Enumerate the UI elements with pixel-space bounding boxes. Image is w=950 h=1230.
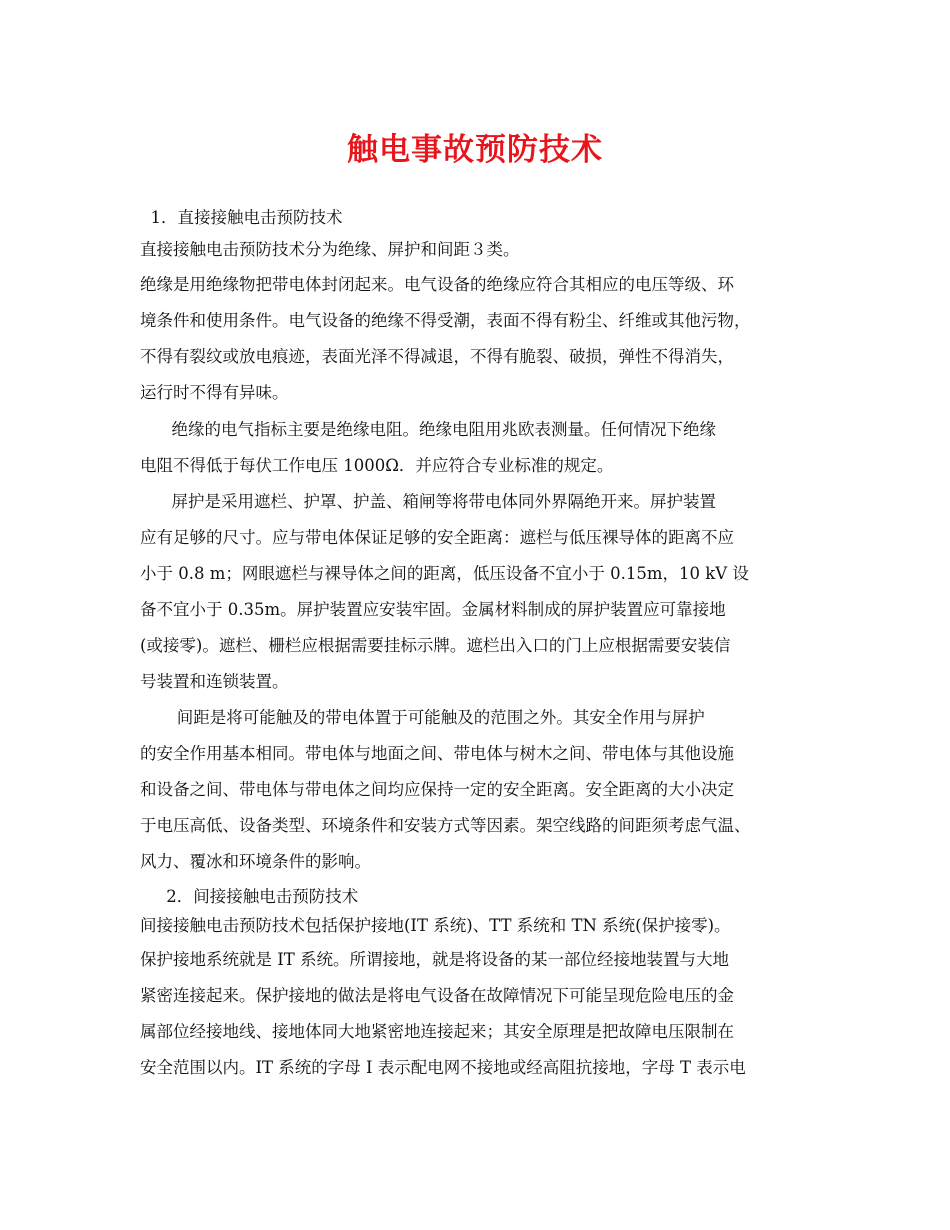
text-line: 小于 0.8 m；网眼遮栏与裸导体之间的距离，低压设备不宜小于 0.15m，10 kV 设 [140, 564, 749, 583]
text-line: 风力、覆冰和环境条件的影响。 [140, 852, 371, 871]
text-line: 屏护是采用遮栏、护罩、护盖、箱闸等将带电体同外界隔绝开来。屏护装置 [140, 492, 716, 511]
text-line: 安全范围以内。IT 系统的字母 I 表示配电网不接地或经高阻抗接地，字母 T 表示电 [140, 1058, 746, 1077]
text-line: 运行时不得有异味。 [140, 383, 289, 402]
text-line: 间距是将可能触及的带电体置于可能触及的范围之外。其安全作用与屏护 [140, 708, 705, 727]
text-line: 绝缘是用绝缘物把带电体封闭起来。电气设备的绝缘应符合其相应的电压等级、环 [140, 275, 734, 294]
text-line: 保护接地系统就是 IT 系统。所谓接地，就是将设备的某一部位经接地装置与大地 [140, 950, 730, 969]
text-line: 境条件和使用条件。电气设备的绝缘不得受潮，表面不得有粉尘、纤维或其他污物， [140, 311, 751, 330]
text-line: 属部位经接地线、接地体同大地紧密地连接起来；其安全原理是把故障电压限制在 [140, 1022, 734, 1041]
text-line: 备不宜小于 0.35m。屏护装置应安装牢固。金属材料制成的屏护装置应可靠接地 [140, 600, 726, 619]
text-line: 不得有裂纹或放电痕迹，表面光泽不得减退，不得有脆裂、破损，弹性不得消失， [140, 347, 734, 366]
text-line: (或接零)。遮栏、栅栏应根据需要挂标示牌。遮栏出入口的门上应根据需要安装信 [140, 636, 731, 655]
text-line: 和设备之间、带电体与带电体之间均应保持一定的安全距离。安全距离的大小决定 [140, 780, 734, 799]
text-line: 紧密连接起来。保护接地的做法是将电气设备在故障情况下可能呈现危险电压的金 [140, 986, 734, 1005]
text-line: 间接接触电击预防技术包括保护接地(IT 系统)、TT 系统和 TN 系统(保护接零)。 [140, 916, 731, 935]
text-line: 的安全作用基本相同。带电体与地面之间、带电体与树木之间、带电体与其他设施 [140, 744, 734, 763]
section-heading: 2．间接接触电击预防技术 [140, 887, 359, 906]
text-line: 于电压高低、设备类型、环境条件和安装方式等因素。架空线路的间距须考虑气温、 [140, 816, 751, 835]
document-title: 触电事故预防技术 [347, 132, 603, 168]
text-line: 1．直接接触电击预防技术 [140, 208, 343, 227]
text-line: 号装置和连锁装置。 [140, 672, 289, 691]
text-line: 直接接触电击预防技术分为绝缘、屏护和间距３类。 [140, 240, 520, 259]
text-line: 电阻不得低于每伏工作电压 1000Ω．并应符合专业标准的规定。 [140, 456, 614, 475]
text-line: 应有足够的尺寸。应与带电体保证足够的安全距离：遮栏与低压裸导体的距离不应 [140, 528, 734, 547]
text-line: 绝缘的电气指标主要是绝缘电阻。绝缘电阻用兆欧表测量。任何情况下绝缘 [140, 420, 716, 439]
